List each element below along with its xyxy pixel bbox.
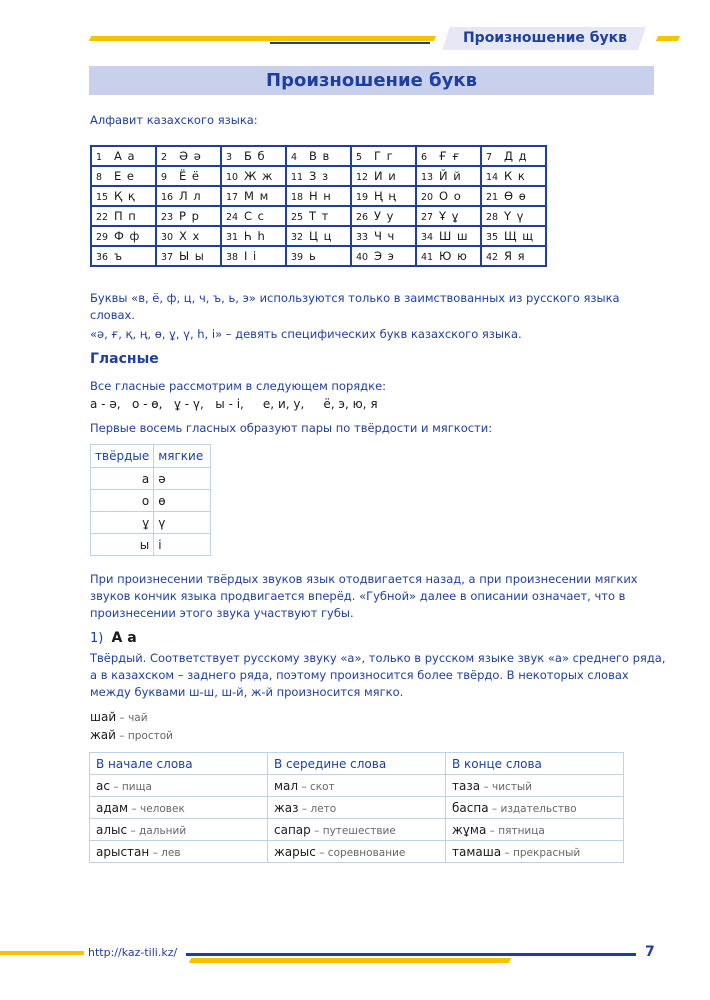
pairs-soft-cell: ә [154,468,211,490]
word: жұма [452,822,487,837]
letter-glyph: Қ қ [114,189,136,203]
word: сапар [274,822,311,837]
letter-glyph: Ц ц [309,229,333,243]
footer-stripe-yellow-left [0,951,84,955]
letter-glyph: ь [309,249,317,263]
word-dash: – [488,802,501,815]
vowel-pairs-table [90,444,211,556]
alphabet-cell [481,186,546,206]
alphabet-cell [91,246,156,266]
word-translation: чистый [492,780,533,793]
table-row [91,512,211,534]
letter-index: 24 [226,212,239,223]
page-number: 7 [645,944,655,960]
alphabet-cell [416,146,481,166]
word: тамаша [452,844,502,859]
alphabet-cell [286,226,351,246]
word: алыс [96,822,128,837]
pairs-soft-cell: і [154,534,211,556]
alphabet-cell [351,146,416,166]
letter-index: 1 [96,152,103,163]
example-line [90,709,148,727]
word: адам [96,800,129,815]
word-dash: – [501,846,514,859]
alphabet-cell [91,166,156,186]
letter-glyph: А а [114,149,136,163]
letter-glyph: Й й [439,169,462,183]
alphabet-cell [91,206,156,226]
letter-glyph: Ю ю [439,249,468,263]
pairs-soft-cell: ү [154,512,211,534]
word: мал [274,778,299,793]
table-row [90,775,624,797]
table-row [90,819,624,841]
letter-glyph: У у [374,209,395,223]
letter-index: 39 [291,252,304,263]
alphabet-cell [221,246,286,266]
alphabet-cell [156,206,221,226]
word-translation: издательство [500,802,577,815]
letter-index: 9 [161,172,168,183]
alphabet-cell [286,206,351,226]
note-loan-letters-line1: Буквы «в, ё, ф, ц, ч, ъ, ь, э» используются только в заимствованных из русского языка [90,291,620,305]
letter-index: 21 [486,192,499,203]
letter-description-line1: Твёрдый. Соответствует русскому звуку «а», только в русском языке звук «а» среднего ряда, [90,651,666,665]
letter-glyph: С с [244,209,266,223]
example-translation: простой [127,730,173,742]
alphabet-cell [351,186,416,206]
running-title: Произношение букв [462,30,628,46]
alphabet-cell [286,146,351,166]
letter-glyph: Щ щ [504,229,535,243]
alphabet-cell [416,186,481,206]
alphabet-row [91,146,546,166]
letter-glyph: Х х [179,229,201,243]
letter-glyph: Я я [504,249,526,263]
letter-glyph: З з [309,169,330,183]
letter-index: 6 [421,152,428,163]
letter-glyph: Д д [504,149,528,163]
example-word: жай [90,728,116,742]
letter-index: 38 [226,252,239,263]
word-cell [268,819,446,841]
footer-stripe-blue [186,953,636,956]
letter-index: 7 [486,152,493,163]
letter-glyph: Ә ә [179,149,202,163]
header-stripe-blue [270,42,430,44]
alphabet-cell [91,226,156,246]
letter-index: 17 [226,192,239,203]
letter-description-line3: между буквами ш-ш, ш-й, ж-й произносится мягко. [90,685,404,699]
word-translation: человек [140,802,185,815]
alphabet-cell [416,226,481,246]
letter-index: 33 [356,232,369,243]
letter-index: 8 [96,172,103,183]
alphabet-cell [351,206,416,226]
word-examples-table [89,752,624,863]
word-translation: лето [310,802,337,815]
alphabet-row [91,186,546,206]
letter-index: 3 [226,152,233,163]
alphabet-table [90,145,547,267]
letter-name: А а [111,630,137,646]
word-cell [90,797,268,819]
letter-glyph: Ұ ұ [439,209,460,223]
alphabet-cell [221,206,286,226]
letter-glyph: Г г [374,149,394,163]
letter-index: 25 [291,212,304,223]
letter-glyph: Э э [374,249,395,263]
letter-glyph: В в [309,149,331,163]
letter-index: 26 [356,212,369,223]
letter-index: 35 [486,232,499,243]
alphabet-row [91,166,546,186]
letter-glyph: ъ [114,249,124,263]
alphabet-cell [481,246,546,266]
letter-glyph: Ё ё [179,169,200,183]
word-cell [268,775,446,797]
pronunciation-para-line3: произнесении этого звука участвуют губы. [90,606,354,620]
note-loan-letters-line2: словах. [90,308,135,322]
pronunciation-para-line1: При произнесении твёрдых звуков язык отодвигается назад, а при произнесении мягких [90,572,638,586]
alphabet-cell [286,166,351,186]
letter-glyph: Ы ы [179,249,205,263]
word-translation: дальний [139,824,187,837]
word-cell [268,797,446,819]
pairs-hard-cell: ы [91,534,154,556]
word-dash: – [128,802,140,815]
word-cell [446,819,624,841]
word: жарыс [274,844,316,859]
letter-glyph: Н н [309,189,332,203]
alphabet-cell [351,246,416,266]
alphabet-cell [221,186,286,206]
vowels-order-intro: Все гласные рассмотрим в следующем порядке: [90,379,387,393]
letter-index: 19 [356,192,369,203]
pairs-soft-cell: ө [154,490,211,512]
alphabet-cell [481,166,546,186]
letter-index: 16 [161,192,174,203]
letter-index: 31 [226,232,239,243]
example-dash: – [116,712,129,724]
table-row [90,841,624,863]
pairs-header-hard: твёрдые [91,445,154,468]
letter-glyph: Л л [179,189,202,203]
letter-index: 42 [486,252,499,263]
letter-index: 36 [96,252,109,263]
letter-index: 22 [96,212,109,223]
word-cell [90,841,268,863]
alphabet-cell [221,166,286,186]
letter-glyph: Ө ө [504,189,527,203]
pairs-intro: Первые восемь гласных образуют пары по твёрдости и мягкости: [90,421,493,435]
alphabet-cell [156,166,221,186]
word-cell [90,775,268,797]
word-translation: путешествие [322,824,396,837]
word-dash: – [127,824,140,837]
letter-glyph: Һ һ [244,229,266,243]
letter-glyph: Ч ч [374,229,396,243]
word-cell [446,775,624,797]
word-translation: скот [310,780,335,793]
letter-index: 4 [291,152,298,163]
letter-glyph: О о [439,189,462,203]
word-dash: – [149,846,162,859]
letter-index: 10 [226,172,239,183]
letter-glyph: Ш ш [439,229,469,243]
alphabet-cell [91,186,156,206]
word-translation: прекрасный [513,846,581,859]
words-header-middle: В середине слова [268,753,446,775]
letter-index: 14 [486,172,499,183]
alphabet-cell [416,246,481,266]
word-dash: – [486,824,499,837]
word: арыстан [96,844,150,859]
alphabet-cell [416,206,481,226]
letter-glyph: Р р [179,209,200,223]
alphabet-cell [481,146,546,166]
alphabet-cell [351,226,416,246]
alphabet-row [91,246,546,266]
alphabet-cell [221,226,286,246]
letter-glyph: И и [374,169,397,183]
vowels-order: а - ә, о - ө, ұ - ү, ы - і, е, и, у, ё, э, ю, я [90,397,378,411]
alphabet-cell [286,186,351,206]
alphabet-cell [221,146,286,166]
table-row [91,490,211,512]
alphabet-label: Алфавит казахского языка: [90,113,258,127]
alphabet-cell [156,186,221,206]
example-word: шай [90,710,117,724]
letter-index: 12 [356,172,369,183]
letter-index: 23 [161,212,174,223]
words-header-end: В конце слова [446,753,624,775]
letter-glyph: Т т [309,209,330,223]
word: жаз [274,800,299,815]
letter-index: 32 [291,232,304,243]
pairs-hard-cell: а [91,468,154,490]
word-cell [90,819,268,841]
example-line [90,727,173,745]
header-stripe-yellow-right [656,36,680,41]
word-cell [268,841,446,863]
alphabet-cell [481,226,546,246]
pairs-header-soft: мягкие [154,445,211,468]
note-specific-letters: «ә, ғ, қ, ң, ө, ұ, ү, һ, і» – девять специфических букв казахского языка. [90,327,522,341]
letter-index: 18 [291,192,304,203]
table-row [91,534,211,556]
word-dash: – [315,846,328,859]
letter-index: 15 [96,192,109,203]
alphabet-cell [481,206,546,226]
letter-index: 41 [421,252,434,263]
table-row [90,797,624,819]
alphabet-cell [91,146,156,166]
alphabet-cell [156,226,221,246]
letter-description-line2: а в казахском – заднего ряда, поэтому произносится более твёрдо. В некоторых словах [90,668,629,682]
word-dash: – [298,780,311,793]
letter-glyph: І і [244,249,258,263]
letter-index: 20 [421,192,434,203]
example-dash: – [115,730,128,742]
word-translation: пятница [498,824,545,837]
alphabet-cell [351,166,416,186]
word-dash: – [480,780,493,793]
word-dash: – [298,802,311,815]
letter-index: 30 [161,232,174,243]
pairs-hard-cell: ұ [91,512,154,534]
letter-glyph: К к [504,169,526,183]
letter-index: 34 [421,232,434,243]
letter-number: 1) [90,631,104,646]
letter-glyph: Ф ф [114,229,141,243]
letter-index: 37 [161,252,174,263]
word: баспа [452,800,489,815]
letter-glyph: Ү ү [504,209,525,223]
word-translation: соревнование [327,846,406,859]
letter-glyph: Е е [114,169,135,183]
page-title: Произношение букв [89,66,654,95]
letter-heading [90,630,137,646]
alphabet-row [91,226,546,246]
word-dash: – [310,824,323,837]
letter-glyph: Ң ң [374,189,397,203]
letter-glyph: Б б [244,149,266,163]
footer-stripe-yellow-right [189,958,511,963]
words-header-start: В начале слова [90,753,268,775]
footer-url[interactable]: http://kaz-tili.kz/ [88,946,178,959]
letter-index: 28 [486,212,499,223]
alphabet-row [91,206,546,226]
letter-glyph: Ғ ғ [439,149,461,163]
word-dash: – [109,780,122,793]
letter-index: 27 [421,212,434,223]
alphabet-cell [416,166,481,186]
alphabet-cell [286,246,351,266]
alphabet-cell [156,146,221,166]
word-translation: пища [121,780,152,793]
letter-index: 13 [421,172,434,183]
letter-glyph: М м [244,189,270,203]
word-cell [446,841,624,863]
letter-index: 2 [161,152,168,163]
word-cell [446,797,624,819]
letter-index: 11 [291,172,304,183]
word-translation: лев [161,846,181,859]
table-row [91,468,211,490]
word: ас [96,778,110,793]
letter-index: 5 [356,152,363,163]
example-translation: чай [128,712,148,724]
alphabet-cell [156,246,221,266]
letter-index: 40 [356,252,369,263]
pairs-hard-cell: о [91,490,154,512]
letter-index: 29 [96,232,109,243]
vowels-heading: Гласные [90,351,159,367]
header-stripe-yellow [89,36,436,41]
pronunciation-para-line2: звуков кончик языка продвигается вперёд. «Губной» далее в описании означает, что в [90,589,626,603]
word: таза [452,778,481,793]
letter-glyph: П п [114,209,137,223]
letter-glyph: Ж ж [244,169,274,183]
